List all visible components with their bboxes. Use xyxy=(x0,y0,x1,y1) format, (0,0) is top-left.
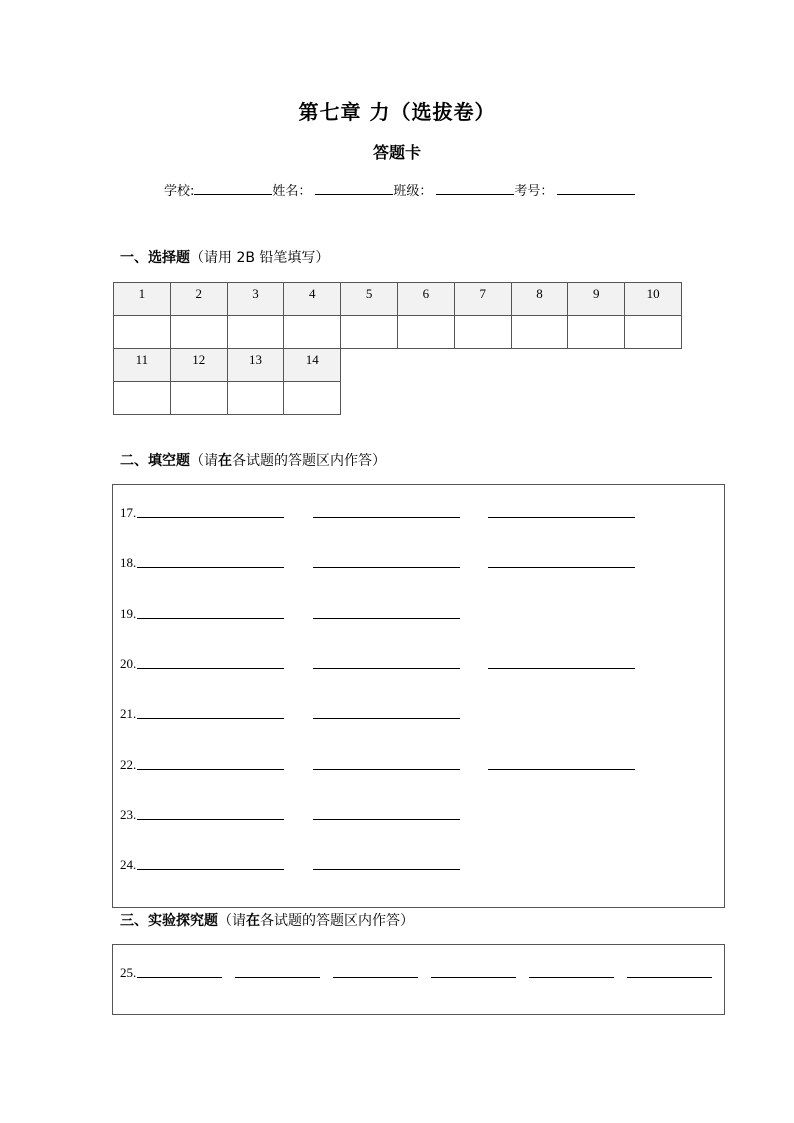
section-2-title-main: 二、填空题 xyxy=(120,453,190,469)
mc-question-number: 2 xyxy=(170,282,228,316)
school-label: 学校: xyxy=(164,184,195,199)
name-label: 姓名： xyxy=(272,184,312,199)
school-blank[interactable] xyxy=(194,181,272,195)
question-number: 18. xyxy=(120,555,137,571)
answer-blank[interactable] xyxy=(313,668,460,669)
section-2-note-pre: （请 xyxy=(190,453,218,469)
question-number: 19. xyxy=(120,605,137,621)
answer-blank[interactable] xyxy=(529,977,614,978)
mc-answer-cell[interactable] xyxy=(624,315,682,349)
experiment-answer-box xyxy=(112,944,725,1015)
mc-question-number: 14 xyxy=(283,348,341,382)
section-3-title xyxy=(120,910,414,930)
answer-blank[interactable] xyxy=(488,769,635,770)
class-blank[interactable] xyxy=(436,181,514,195)
fill-in-answer-box xyxy=(112,484,725,908)
mc-question-number: 11 xyxy=(113,348,171,382)
section-1-title-note: （请用 2B 铅笔填写） xyxy=(190,250,330,266)
mc-answer-cell[interactable] xyxy=(397,315,455,349)
answer-blank[interactable] xyxy=(137,977,222,978)
question-number: 23. xyxy=(120,806,137,822)
mc-question-number: 5 xyxy=(340,282,398,316)
mc-answer-cell[interactable] xyxy=(283,315,341,349)
section-3-note-post: 各试题的答题区内作答） xyxy=(260,913,414,929)
answer-blank[interactable] xyxy=(137,869,284,870)
section-3-title-main: 三、实验探究题 xyxy=(120,913,218,929)
mc-answer-cell[interactable] xyxy=(567,315,625,349)
mc-question-number: 9 xyxy=(567,282,625,316)
answer-blank[interactable] xyxy=(488,517,635,518)
mc-question-number: 12 xyxy=(170,348,228,382)
mc-answer-cell[interactable] xyxy=(340,315,398,349)
mc-answer-cell[interactable] xyxy=(227,315,285,349)
answer-blank[interactable] xyxy=(488,668,635,669)
mc-question-number: 4 xyxy=(283,282,341,316)
exam-number-label: 考号： xyxy=(514,184,554,199)
answer-blank[interactable] xyxy=(137,567,284,568)
mc-answer-cell[interactable] xyxy=(227,381,285,415)
mc-answer-cell[interactable] xyxy=(113,315,171,349)
answer-blank[interactable] xyxy=(137,517,284,518)
question-number: 20. xyxy=(120,655,137,671)
section-3-note-bold: 在 xyxy=(246,913,260,929)
exam-number-blank[interactable] xyxy=(557,181,635,195)
answer-blank[interactable] xyxy=(313,869,460,870)
name-blank[interactable] xyxy=(315,181,393,195)
section-1-title-main: 一、选择题 xyxy=(120,250,190,266)
answer-blank[interactable] xyxy=(137,668,284,669)
answer-blank[interactable] xyxy=(313,819,460,820)
mc-answer-cell[interactable] xyxy=(113,381,171,415)
answer-blank[interactable] xyxy=(431,977,516,978)
page-title: 第七章 力（选拔卷） xyxy=(298,100,496,124)
mc-answer-cell[interactable] xyxy=(170,315,228,349)
answer-blank[interactable] xyxy=(137,618,284,619)
question-number: 17. xyxy=(120,505,137,520)
answer-blank[interactable] xyxy=(313,718,460,719)
question-number: 22. xyxy=(120,756,137,772)
answer-blank[interactable] xyxy=(313,618,460,619)
answer-blank[interactable] xyxy=(235,977,320,978)
mc-question-number: 3 xyxy=(227,282,285,316)
section-1-title xyxy=(120,247,329,267)
answer-blank[interactable] xyxy=(313,769,460,770)
answer-blank[interactable] xyxy=(627,977,712,978)
student-info-line xyxy=(164,180,635,199)
question-number: 21. xyxy=(120,706,137,722)
answer-blank[interactable] xyxy=(313,567,460,568)
exam-number-field xyxy=(514,180,635,199)
answer-blank[interactable] xyxy=(137,819,284,820)
mc-question-number: 8 xyxy=(511,282,569,316)
mc-answer-cell[interactable] xyxy=(454,315,512,349)
question-number: 24. xyxy=(120,857,137,873)
name-field xyxy=(272,180,393,199)
page-subtitle: 答题卡 xyxy=(372,143,421,162)
mc-answer-cell[interactable] xyxy=(511,315,569,349)
school-field xyxy=(164,180,272,199)
mc-answer-cell[interactable] xyxy=(283,381,341,415)
mc-question-number: 7 xyxy=(454,282,512,316)
mc-question-number: 6 xyxy=(397,282,455,316)
question-25-number: 25. xyxy=(120,965,137,980)
class-field xyxy=(393,180,514,199)
mc-question-number: 13 xyxy=(227,348,285,382)
section-2-note-bold: 在 xyxy=(218,453,232,469)
mc-answer-cell[interactable] xyxy=(170,381,228,415)
mc-question-number: 10 xyxy=(624,282,682,316)
answer-blank[interactable] xyxy=(313,517,460,518)
answer-blank[interactable] xyxy=(333,977,418,978)
answer-blank[interactable] xyxy=(137,718,284,719)
class-label: 班级： xyxy=(393,184,433,199)
mc-question-number: 1 xyxy=(113,282,171,316)
section-2-title xyxy=(120,450,386,470)
answer-blank[interactable] xyxy=(137,769,284,770)
section-3-note-pre: （请 xyxy=(218,913,246,929)
section-2-note-post: 各试题的答题区内作答） xyxy=(232,453,386,469)
answer-blank[interactable] xyxy=(488,567,635,568)
